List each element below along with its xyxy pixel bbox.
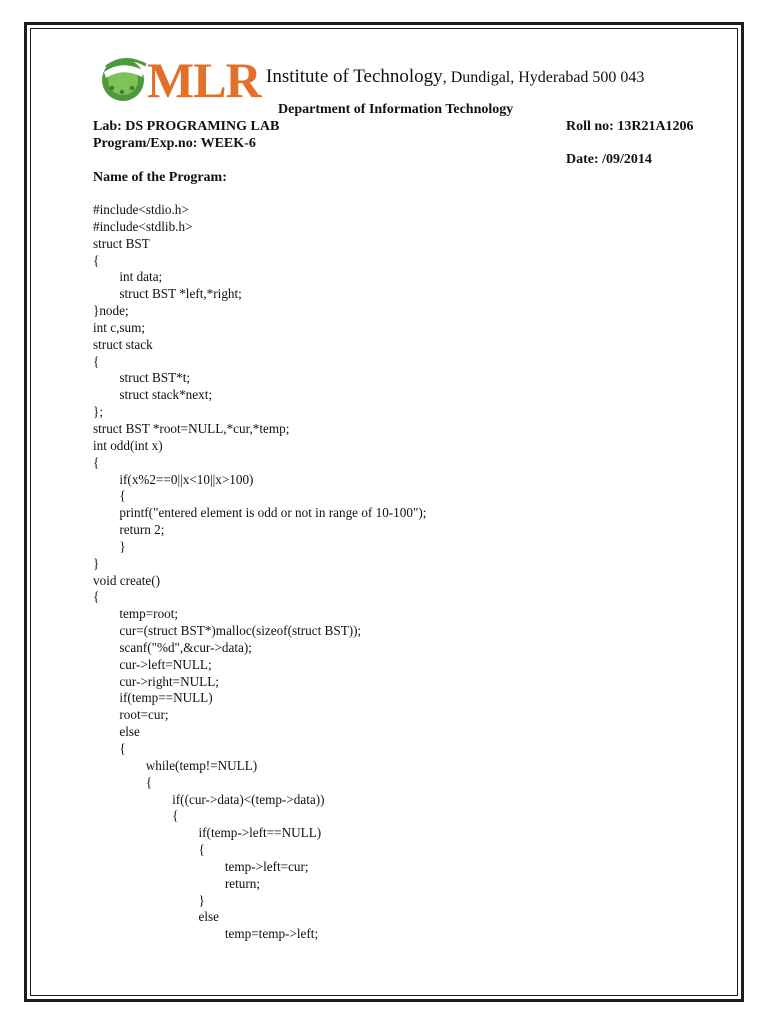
code-line: cur=(struct BST*)malloc(sizeof(struct BST)); — [93, 623, 362, 639]
lab-name: Lab: DS PROGRAMING LAB — [93, 119, 280, 134]
code-line: root=cur; — [93, 707, 169, 723]
code-line: { — [93, 589, 100, 605]
institute-main: Institute of Technology — [266, 66, 443, 87]
code-line: temp=temp->left; — [93, 926, 319, 942]
date: Date: /09/2014 — [566, 152, 652, 167]
code-line: { — [93, 454, 100, 470]
code-line: }; — [93, 404, 103, 420]
roll-number: Roll no: 13R21A1206 — [566, 119, 694, 134]
code-line: int c,sum; — [93, 319, 146, 335]
code-line: struct stack*next; — [93, 387, 213, 403]
code-line: scanf("%d",&cur->data); — [93, 639, 252, 655]
code-line: if(temp->left==NULL) — [93, 825, 322, 841]
code-line: #include<stdlib.h> — [93, 218, 193, 234]
code-line: struct BST*t; — [93, 370, 191, 386]
code-line: printf("entered element is odd or not in range of 10-100"); — [93, 505, 427, 521]
code-line: if(x%2==0||x<10||x>100) — [93, 471, 254, 487]
code-line: else — [93, 724, 140, 740]
code-line: { — [93, 353, 100, 369]
code-line: } — [93, 892, 205, 908]
code-line: cur->left=NULL; — [93, 656, 212, 672]
institute-name — [266, 66, 644, 88]
code-line: { — [93, 774, 153, 790]
code-line: } — [93, 555, 100, 571]
code-line: return; — [93, 875, 261, 891]
code-line: { — [93, 842, 205, 858]
code-line: #include<stdio.h> — [93, 202, 189, 217]
program-exp-no: Program/Exp.no: WEEK-6 — [93, 136, 256, 151]
department-name: Department of Information Technology — [278, 102, 514, 117]
code-line: struct stack — [93, 336, 153, 352]
code-line: { — [93, 808, 179, 824]
code-line: int odd(int x) — [93, 437, 163, 453]
institute-location: , Dundigal, Hyderabad 500 043 — [442, 69, 645, 86]
code-line: temp=root; — [93, 606, 179, 622]
code-line: { — [93, 488, 126, 504]
code-line: else — [93, 909, 220, 925]
code-line: { — [93, 741, 126, 756]
code-line: return 2; — [93, 522, 165, 538]
code-line: } — [93, 538, 126, 554]
code-line: if((cur->data)<(temp->data)) — [93, 791, 325, 807]
code-line: while(temp!=NULL) — [93, 757, 258, 773]
mlr-logo — [98, 52, 266, 108]
code-line: struct BST *root=NULL,*cur,*temp; — [93, 420, 290, 436]
code-listing — [93, 202, 426, 943]
code-line: void create() — [93, 572, 160, 588]
code-line: if(temp==NULL) — [93, 690, 213, 706]
code-line: cur->right=NULL; — [93, 673, 219, 689]
logo-emblem-icon — [98, 55, 150, 105]
code-line: { — [93, 252, 100, 268]
code-line: int data; — [93, 269, 163, 285]
logo-text: MLR — [147, 52, 261, 108]
code-line: struct BST *left,*right; — [93, 286, 242, 302]
program-name-label: Name of the Program: — [93, 170, 227, 185]
code-line: struct BST — [93, 235, 150, 251]
code-line: temp->left=cur; — [93, 858, 309, 874]
code-line: }node; — [93, 303, 129, 319]
